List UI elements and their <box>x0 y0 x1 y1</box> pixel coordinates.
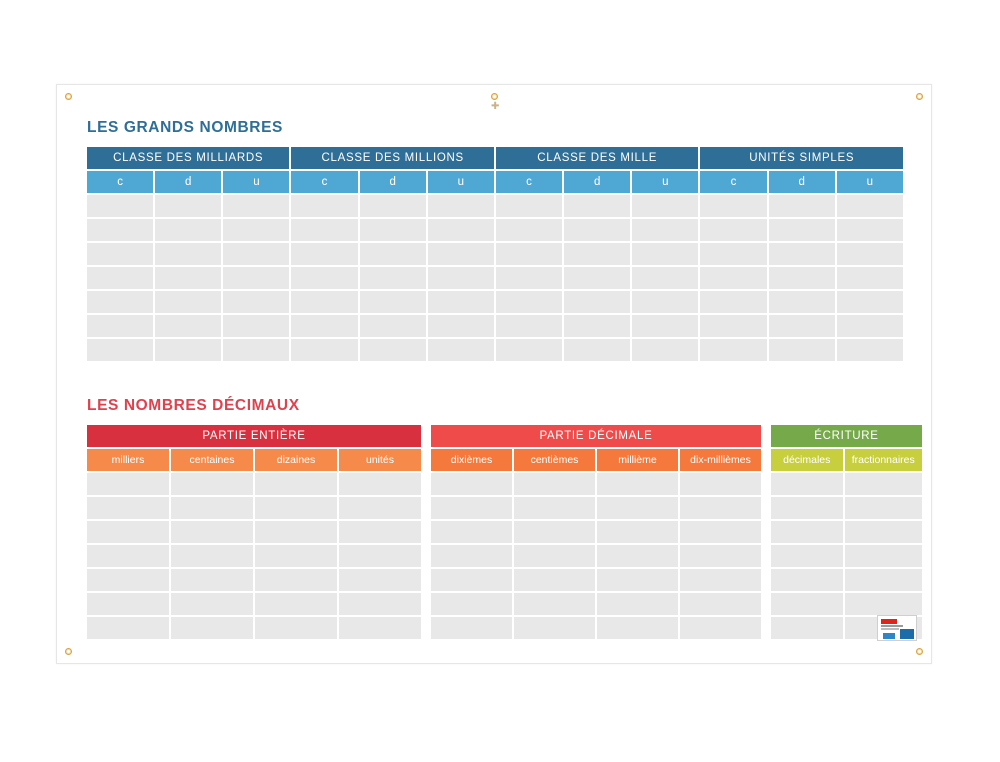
writable-cell[interactable] <box>496 315 562 337</box>
writable-cell[interactable] <box>845 593 922 615</box>
writable-cell[interactable] <box>700 315 766 337</box>
writable-cell[interactable] <box>431 497 512 519</box>
table-row <box>431 617 761 639</box>
writable-cell[interactable] <box>771 521 843 543</box>
writable-cell[interactable] <box>632 243 698 265</box>
writable-cell[interactable] <box>597 545 678 567</box>
writable-cell[interactable] <box>291 291 357 313</box>
writable-cell[interactable] <box>87 219 153 241</box>
grommet-top-right <box>916 93 923 100</box>
partie-entiere-sub-row <box>87 449 421 471</box>
writable-cell[interactable] <box>431 521 512 543</box>
writable-cell[interactable] <box>837 267 903 289</box>
writable-cell[interactable] <box>291 243 357 265</box>
writable-cell[interactable] <box>87 315 153 337</box>
writable-cell[interactable] <box>87 521 169 543</box>
table-row <box>771 473 922 495</box>
writable-cell[interactable] <box>680 473 761 495</box>
writable-cell[interactable] <box>680 545 761 567</box>
publisher-logo <box>877 615 917 641</box>
writable-cell[interactable] <box>428 291 494 313</box>
writable-cell[interactable] <box>597 593 678 615</box>
table-row <box>87 339 903 361</box>
writable-cell[interactable] <box>171 569 253 591</box>
section-title-grands-nombres: LES GRANDS NOMBRES <box>87 119 283 136</box>
table-row <box>87 617 421 639</box>
writable-cell[interactable] <box>291 339 357 361</box>
writable-cell[interactable] <box>700 291 766 313</box>
table-row <box>87 545 421 567</box>
writable-cell[interactable] <box>223 291 289 313</box>
sub-header-cell: c <box>87 171 153 193</box>
table-row <box>87 315 903 337</box>
writable-cell[interactable] <box>155 219 221 241</box>
writable-cell[interactable] <box>339 569 421 591</box>
logo-blue-square-2 <box>883 633 895 639</box>
writable-cell[interactable] <box>87 267 153 289</box>
table-row <box>431 545 761 567</box>
writable-cell[interactable] <box>564 243 630 265</box>
partie-decimale-header-row <box>431 425 761 447</box>
writable-cell[interactable] <box>496 267 562 289</box>
writable-cell[interactable] <box>360 219 426 241</box>
sub-header-cell: c <box>496 171 562 193</box>
writable-cell[interactable] <box>845 545 922 567</box>
writable-cell[interactable] <box>496 339 562 361</box>
sub-header-cell: u <box>223 171 289 193</box>
writable-cell[interactable] <box>845 473 922 495</box>
writable-cell[interactable] <box>155 267 221 289</box>
writable-cell[interactable] <box>845 521 922 543</box>
writable-cell[interactable] <box>223 267 289 289</box>
sub-header-cell: d <box>360 171 426 193</box>
partie-entiere-header-row <box>87 425 421 447</box>
writable-cell[interactable] <box>769 195 835 217</box>
writable-cell[interactable] <box>428 219 494 241</box>
sub-header-cell: d <box>564 171 630 193</box>
writable-cell[interactable] <box>223 315 289 337</box>
writable-cell[interactable] <box>771 593 843 615</box>
writable-cell[interactable] <box>291 195 357 217</box>
writable-cell[interactable] <box>255 497 337 519</box>
table-row <box>87 219 903 241</box>
logo-grey-bar-2 <box>881 628 899 630</box>
writable-cell[interactable] <box>771 617 843 639</box>
writable-cell[interactable] <box>428 195 494 217</box>
writable-cell[interactable] <box>514 593 595 615</box>
writable-cell[interactable] <box>223 339 289 361</box>
writable-cell[interactable] <box>87 545 169 567</box>
writable-cell[interactable] <box>597 569 678 591</box>
table-row <box>771 545 922 567</box>
class-header-millions: CLASSE DES MILLIONS <box>291 147 493 169</box>
writable-cell[interactable] <box>255 545 337 567</box>
writable-cell[interactable] <box>431 593 512 615</box>
writable-cell[interactable] <box>87 497 169 519</box>
sub-header-dizaines: dizaines <box>255 449 337 471</box>
writable-cell[interactable] <box>171 545 253 567</box>
poster-sheet <box>56 84 932 664</box>
writable-cell[interactable] <box>597 521 678 543</box>
writable-cell[interactable] <box>564 291 630 313</box>
writable-cell[interactable] <box>700 339 766 361</box>
writable-cell[interactable] <box>564 195 630 217</box>
writable-cell[interactable] <box>223 243 289 265</box>
writable-cell[interactable] <box>769 291 835 313</box>
writable-cell[interactable] <box>223 195 289 217</box>
writable-cell[interactable] <box>255 569 337 591</box>
writable-cell[interactable] <box>428 339 494 361</box>
class-header-unites: UNITÉS SIMPLES <box>700 147 903 169</box>
table-row <box>87 267 903 289</box>
table-row <box>87 243 903 265</box>
writable-cell[interactable] <box>514 497 595 519</box>
writable-cell[interactable] <box>255 593 337 615</box>
writable-cell[interactable] <box>597 617 678 639</box>
table-row <box>431 593 761 615</box>
group-header-partie-entiere: PARTIE ENTIÈRE <box>87 425 421 447</box>
writable-cell[interactable] <box>155 195 221 217</box>
writable-cell[interactable] <box>514 473 595 495</box>
writable-cell[interactable] <box>837 195 903 217</box>
writable-cell[interactable] <box>255 617 337 639</box>
table-row <box>87 291 903 313</box>
writable-cell[interactable] <box>496 219 562 241</box>
writable-cell[interactable] <box>223 219 289 241</box>
sub-header-centiemes: centièmes <box>514 449 595 471</box>
group-header-partie-decimale: PARTIE DÉCIMALE <box>431 425 761 447</box>
writable-cell[interactable] <box>360 291 426 313</box>
writable-cell[interactable] <box>255 521 337 543</box>
sub-header-fractionnaires: fractionnaires <box>845 449 922 471</box>
writable-cell[interactable] <box>87 569 169 591</box>
writable-cell[interactable] <box>845 497 922 519</box>
writable-cell[interactable] <box>360 243 426 265</box>
table-row <box>771 593 922 615</box>
writable-cell[interactable] <box>514 521 595 543</box>
writable-cell[interactable] <box>700 195 766 217</box>
writable-cell[interactable] <box>291 219 357 241</box>
writable-cell[interactable] <box>769 267 835 289</box>
writable-cell[interactable] <box>700 267 766 289</box>
table-row <box>431 497 761 519</box>
table-row <box>87 497 421 519</box>
writable-cell[interactable] <box>771 497 843 519</box>
section-title-nombres-decimaux: LES NOMBRES DÉCIMAUX <box>87 397 300 414</box>
writable-cell[interactable] <box>837 315 903 337</box>
ecriture-header-row <box>771 425 922 447</box>
sub-header-cell: u <box>428 171 494 193</box>
writable-cell[interactable] <box>837 291 903 313</box>
writable-cell[interactable] <box>339 593 421 615</box>
writable-cell[interactable] <box>769 219 835 241</box>
writable-cell[interactable] <box>428 315 494 337</box>
writable-cell[interactable] <box>291 267 357 289</box>
sub-header-dix-milliemes: dix-millièmes <box>680 449 761 471</box>
writable-cell[interactable] <box>155 339 221 361</box>
writable-cell[interactable] <box>155 315 221 337</box>
logo-blue-square <box>900 629 914 639</box>
grommet-bottom-right <box>916 648 923 655</box>
ecriture-block <box>769 423 924 641</box>
writable-cell[interactable] <box>564 315 630 337</box>
writable-cell[interactable] <box>680 521 761 543</box>
table-row <box>87 521 421 543</box>
writable-cell[interactable] <box>564 219 630 241</box>
table-row <box>431 473 761 495</box>
partie-entiere-block <box>85 423 423 641</box>
grands-nombres-table <box>85 145 905 363</box>
writable-cell[interactable] <box>564 339 630 361</box>
writable-cell[interactable] <box>769 315 835 337</box>
writable-cell[interactable] <box>837 219 903 241</box>
logo-grey-bar <box>881 625 903 627</box>
sub-header-centaines: centaines <box>171 449 253 471</box>
writable-cell[interactable] <box>700 219 766 241</box>
writable-cell[interactable] <box>339 521 421 543</box>
section-nombres-decimaux <box>85 397 925 641</box>
partie-entiere-body <box>87 473 421 639</box>
writable-cell[interactable] <box>514 545 595 567</box>
writable-cell[interactable] <box>360 195 426 217</box>
ecriture-sub-row <box>771 449 922 471</box>
writable-cell[interactable] <box>564 267 630 289</box>
table-row <box>87 569 421 591</box>
writable-cell[interactable] <box>597 473 678 495</box>
writable-cell[interactable] <box>496 243 562 265</box>
writable-cell[interactable] <box>171 521 253 543</box>
writable-cell[interactable] <box>87 617 169 639</box>
writable-cell[interactable] <box>171 617 253 639</box>
grommet-top-center <box>491 93 498 100</box>
writable-cell[interactable] <box>171 497 253 519</box>
table-row <box>771 497 922 519</box>
table-row <box>771 569 922 591</box>
sub-header-milliers: milliers <box>87 449 169 471</box>
partie-decimale-body <box>431 473 761 639</box>
table-row <box>87 195 903 217</box>
table-row <box>87 593 421 615</box>
grommet-top-left <box>65 93 72 100</box>
sub-header-milliemes: millième <box>597 449 678 471</box>
table-row <box>771 521 922 543</box>
writable-cell[interactable] <box>632 195 698 217</box>
writable-cell[interactable] <box>339 497 421 519</box>
writable-cell[interactable] <box>339 473 421 495</box>
writable-cell[interactable] <box>360 339 426 361</box>
sub-header-cell: c <box>291 171 357 193</box>
writable-cell[interactable] <box>837 339 903 361</box>
writable-cell[interactable] <box>87 243 153 265</box>
writable-cell[interactable] <box>360 315 426 337</box>
group-header-ecriture: ÉCRITURE <box>771 425 922 447</box>
partie-decimale-block <box>429 423 763 641</box>
partie-entiere-table <box>85 423 423 641</box>
writable-cell[interactable] <box>428 243 494 265</box>
sub-header-cell: u <box>632 171 698 193</box>
sub-header-cell: d <box>769 171 835 193</box>
sub-header-dixiemes: dixièmes <box>431 449 512 471</box>
sub-header-unites: unités <box>339 449 421 471</box>
writable-cell[interactable] <box>496 291 562 313</box>
writable-cell[interactable] <box>87 195 153 217</box>
writable-cell[interactable] <box>431 473 512 495</box>
writable-cell[interactable] <box>87 339 153 361</box>
writable-cell[interactable] <box>291 315 357 337</box>
table-row <box>431 521 761 543</box>
writable-cell[interactable] <box>769 339 835 361</box>
writable-cell[interactable] <box>700 243 766 265</box>
sub-header-cell: u <box>837 171 903 193</box>
writable-cell[interactable] <box>431 617 512 639</box>
writable-cell[interactable] <box>680 569 761 591</box>
writable-cell[interactable] <box>431 545 512 567</box>
class-header-row <box>87 147 903 169</box>
writable-cell[interactable] <box>680 617 761 639</box>
writable-cell[interactable] <box>680 497 761 519</box>
writable-cell[interactable] <box>837 243 903 265</box>
writable-cell[interactable] <box>155 243 221 265</box>
writable-cell[interactable] <box>771 473 843 495</box>
writable-cell[interactable] <box>339 545 421 567</box>
partie-decimale-table <box>429 423 763 641</box>
writable-cell[interactable] <box>845 569 922 591</box>
ecriture-table <box>769 423 924 641</box>
partie-decimale-sub-row <box>431 449 761 471</box>
class-header-mille: CLASSE DES MILLE <box>496 147 698 169</box>
writable-cell[interactable] <box>632 267 698 289</box>
writable-cell[interactable] <box>771 545 843 567</box>
writable-cell[interactable] <box>680 593 761 615</box>
writable-cell[interactable] <box>632 339 698 361</box>
grommet-bottom-left <box>65 648 72 655</box>
logo-red-bar <box>881 619 897 624</box>
writable-cell[interactable] <box>87 473 169 495</box>
writable-cell[interactable] <box>171 593 253 615</box>
writable-cell[interactable] <box>632 219 698 241</box>
writable-cell[interactable] <box>428 267 494 289</box>
writable-cell[interactable] <box>339 617 421 639</box>
section-grands-nombres <box>85 119 905 363</box>
sub-header-row <box>87 171 903 193</box>
sub-header-decimales: décimales <box>771 449 843 471</box>
grands-nombres-body <box>87 195 903 361</box>
writable-cell[interactable] <box>496 195 562 217</box>
table-row <box>431 569 761 591</box>
writable-cell[interactable] <box>769 243 835 265</box>
class-header-milliards: CLASSE DES MILLIARDS <box>87 147 289 169</box>
writable-cell[interactable] <box>514 569 595 591</box>
writable-cell[interactable] <box>632 291 698 313</box>
writable-cell[interactable] <box>632 315 698 337</box>
pushpin-icon: ✚ <box>491 101 500 112</box>
writable-cell[interactable] <box>597 497 678 519</box>
writable-cell[interactable] <box>171 473 253 495</box>
writable-cell[interactable] <box>155 291 221 313</box>
writable-cell[interactable] <box>255 473 337 495</box>
writable-cell[interactable] <box>514 617 595 639</box>
writable-cell[interactable] <box>360 267 426 289</box>
writable-cell[interactable] <box>771 569 843 591</box>
sub-header-cell: d <box>155 171 221 193</box>
table-row <box>87 473 421 495</box>
writable-cell[interactable] <box>87 593 169 615</box>
writable-cell[interactable] <box>431 569 512 591</box>
sub-header-cell: c <box>700 171 766 193</box>
writable-cell[interactable] <box>87 291 153 313</box>
